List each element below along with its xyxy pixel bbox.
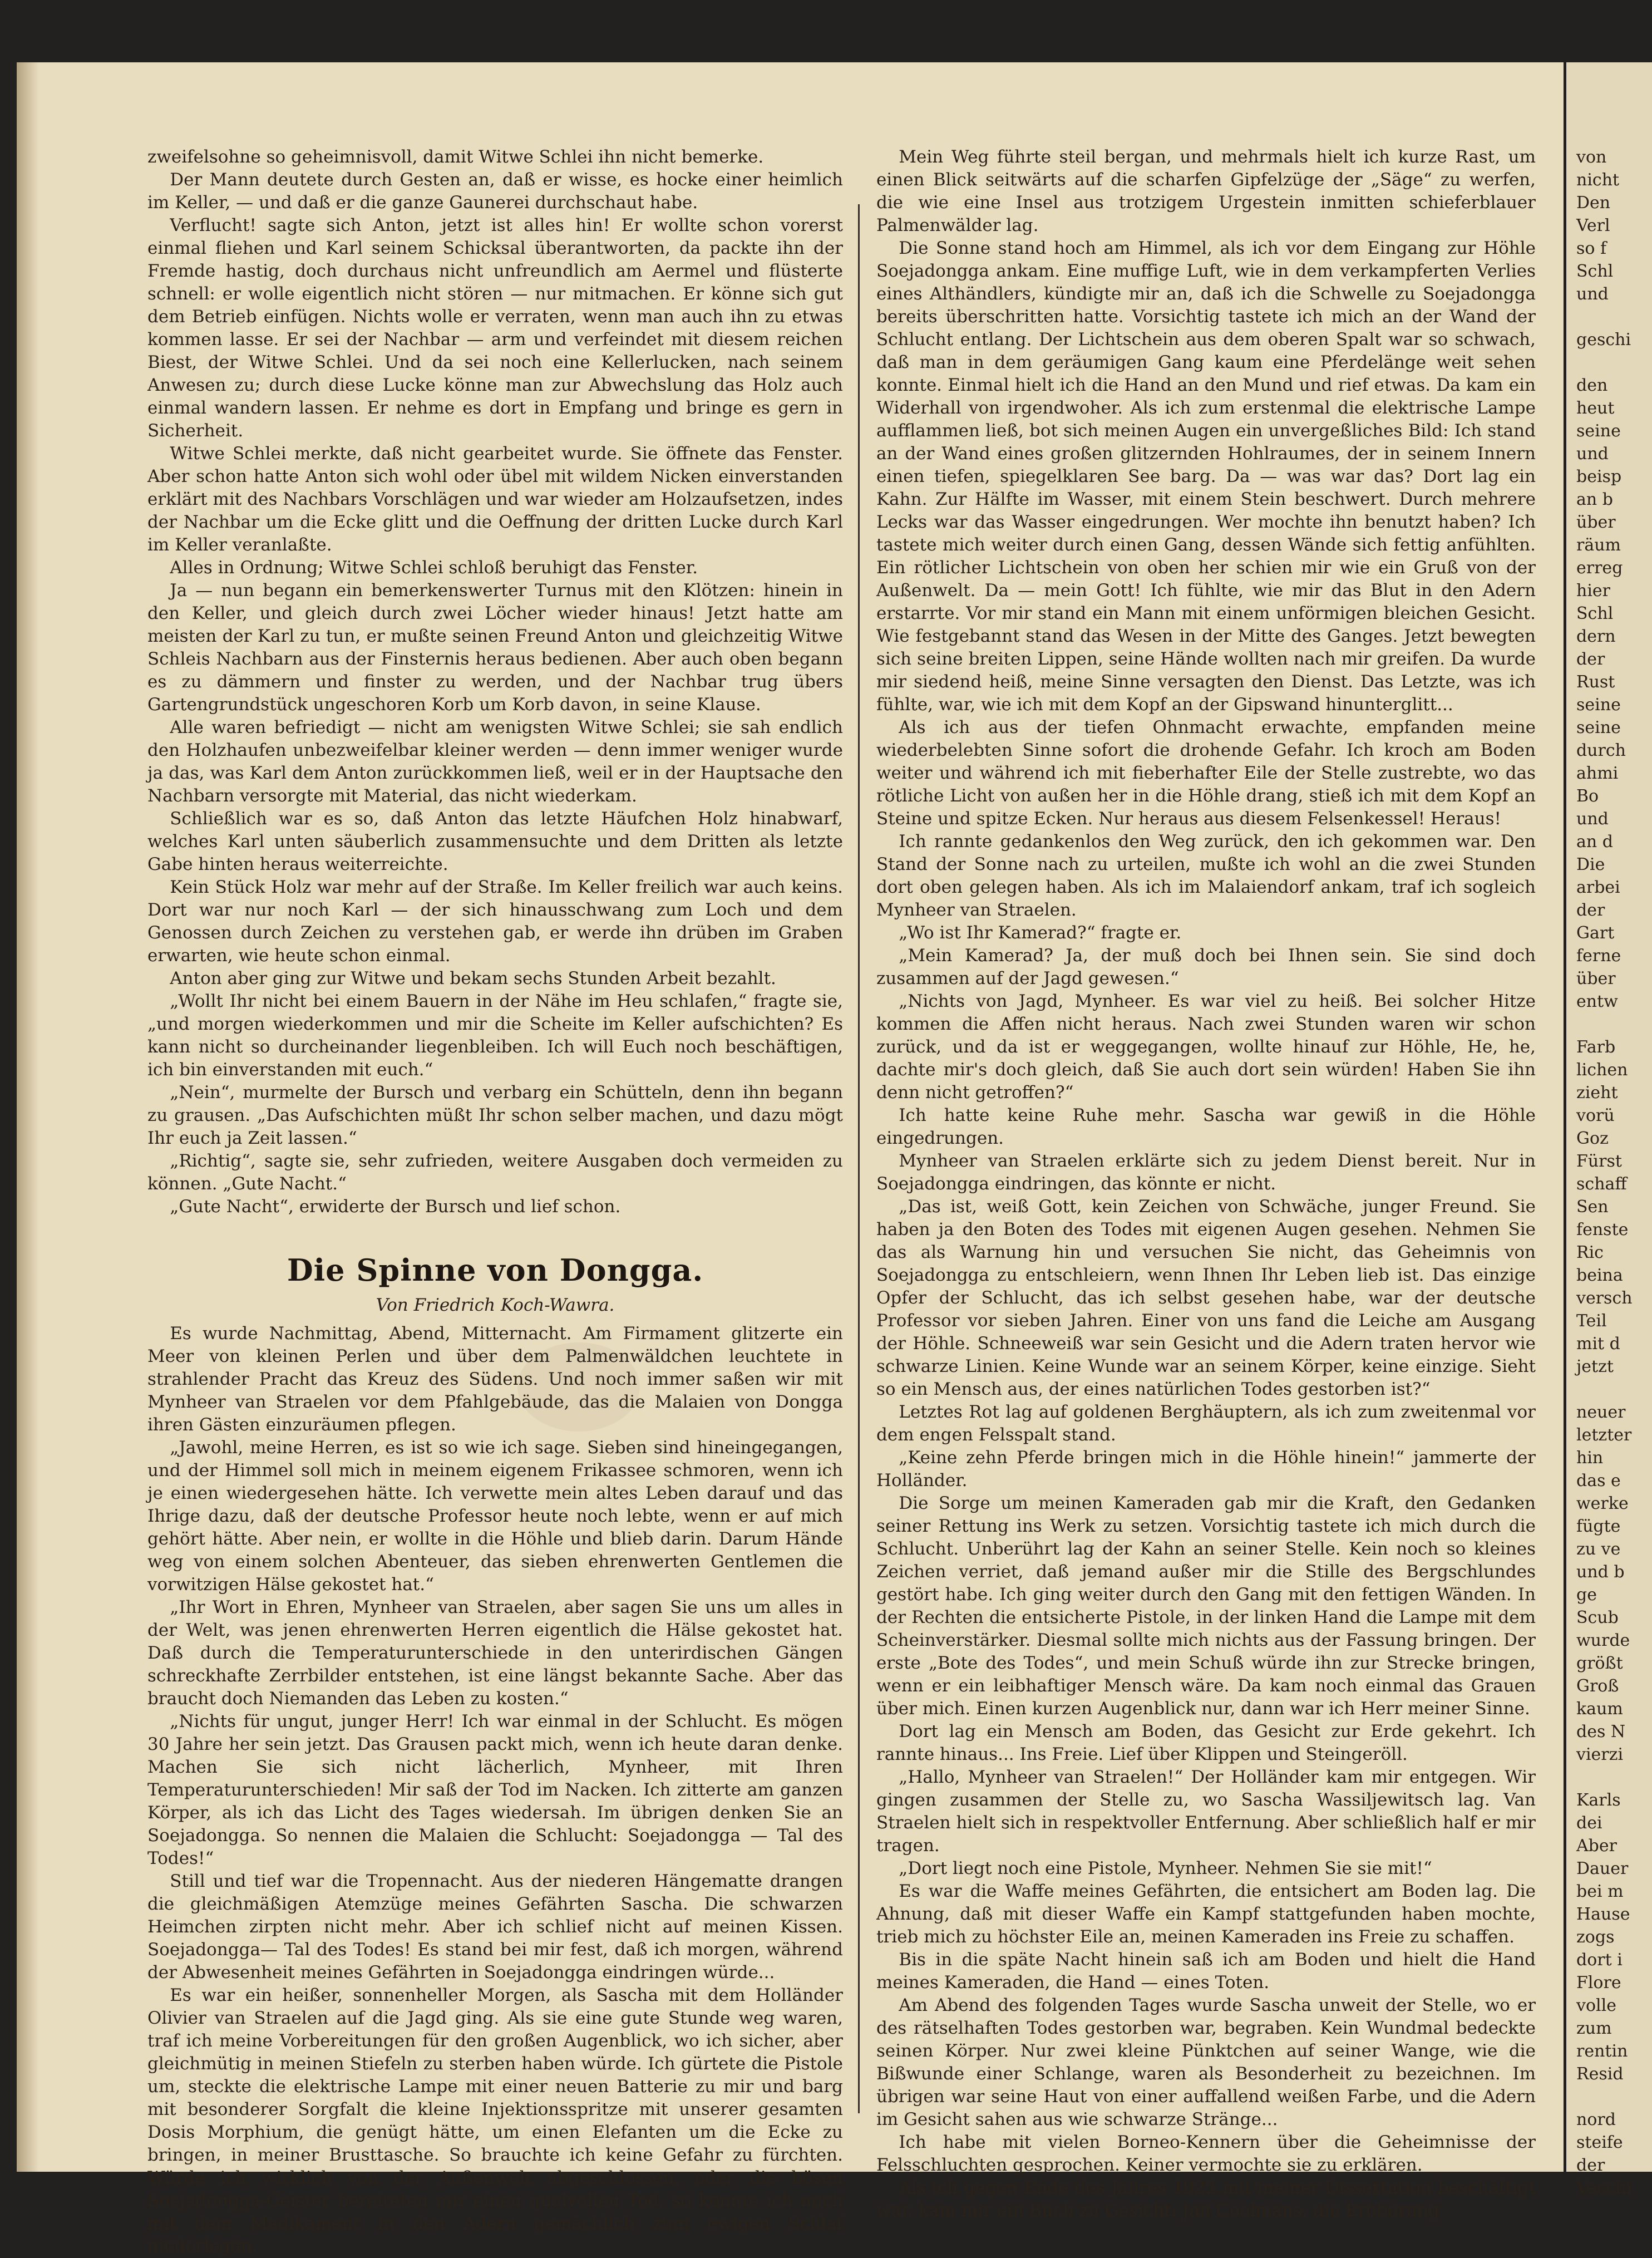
adjacent-line-fragment: Den bbox=[1576, 193, 1611, 213]
adjacent-line-fragment: lichen bbox=[1576, 1060, 1628, 1080]
adjacent-line-fragment: zum bbox=[1576, 2019, 1612, 2038]
paragraph: Bis in die späte Nacht hinein saß ich am Boden und hielt die Hand meines Kameraden, die Hand — eines Toten. bbox=[876, 1950, 1536, 1993]
adjacent-line-fragment: ferne bbox=[1576, 946, 1621, 966]
paragraph: Mein Weg führte steil bergan, und mehrmals hielt ich kurze Rast, um einen Blick seitwärts auf die scharfen Gipfelzüge der „Säge“ zu werfen, die wie eine Insel aus trotzigem Urgestein inmitten schieferblauer Palmenwälder lag. bbox=[876, 147, 1536, 235]
adjacent-line-fragment: an b bbox=[1576, 490, 1613, 509]
left-column-continued-story bbox=[147, 146, 843, 1218]
adjacent-line-fragment: steife bbox=[1576, 2133, 1623, 2152]
adjacent-line-fragment: Bo bbox=[1576, 786, 1599, 806]
adjacent-line-fragment: seine bbox=[1576, 718, 1621, 737]
adjacent-line-fragment: Teil bbox=[1576, 1311, 1607, 1331]
adjacent-line-fragment: und b bbox=[1576, 1562, 1625, 1582]
adjacent-line-fragment: vierzi bbox=[1576, 1745, 1624, 1764]
adjacent-line-fragment: Die bbox=[1576, 855, 1605, 874]
left-column bbox=[147, 146, 843, 2258]
paragraph: „Nein“, murmelte der Bursch und verbarg ein Schütteln, denn ihn begann zu grausen. „Das Aufschichten müßt Ihr schon selber machen, und dazu mögt Ihr euch ja Zeit lassen.“ bbox=[147, 1083, 843, 1148]
left-column-new-story bbox=[147, 1322, 843, 2258]
paragraph: Alle waren befriedigt — nicht am wenigsten Witwe Schlei; sie sah endlich den Holzhaufen unbezweifelbar kleiner werden — denn immer weniger wurde ja das, was Karl dem Anton zurückkommen ließ, weil er in der Hauptsache den Nachbarn versorgte mit Material, das nicht wiederkam. bbox=[147, 717, 843, 806]
fragment-gap bbox=[1576, 1378, 1649, 1401]
adjacent-line-fragment: beina bbox=[1576, 1266, 1623, 1285]
fragment-gap bbox=[1576, 306, 1649, 328]
newspaper-page bbox=[17, 62, 1564, 2256]
adjacent-line-fragment: Sen bbox=[1576, 1197, 1609, 1217]
paragraph: Alles in Ordnung; Witwe Schlei schloß beruhigt das Fenster. bbox=[170, 558, 698, 578]
adjacent-line-fragment: Flore bbox=[1576, 1973, 1621, 1993]
adjacent-line-fragment: das e bbox=[1576, 1471, 1621, 1490]
adjacent-line-fragment: hin bbox=[1576, 1448, 1604, 1468]
paragraph: „Keine zehn Pferde bringen mich in die Höhle hinein!“ jammerte der Holländer. bbox=[876, 1448, 1536, 1490]
adjacent-line-fragment: Karls bbox=[1576, 1790, 1621, 1810]
adjacent-line-fragment: entw bbox=[1576, 992, 1618, 1011]
paragraph: Es wurde Nachmittag, Abend, Mitternacht. Am Firmament glitzerte ein Meer von kleinen Perlen und über dem Palmenwäldchen leuchtete in strahlender Pracht das Kreuz des Südens. Und noch immer saßen wir mit Mynheer van Straelen vor dem Pfahlgebäude, das die Malaien von Dongga ihren Gästen einzuräumen pflegen. bbox=[147, 1324, 843, 1435]
adjacent-line-fragment: so f bbox=[1576, 239, 1607, 258]
adjacent-line-fragment: fenste bbox=[1576, 1220, 1629, 1239]
paragraph: „Gute Nacht“, erwiderte der Bursch und lief schon. bbox=[170, 1197, 621, 1217]
fragment-gap bbox=[1576, 2085, 1649, 2108]
paragraph: „Jawohl, meine Herren, es ist so wie ich sage. Sieben sind hineingegangen, und der Himmel soll mich in meinem eigenem Frikassee schmoren, wenn ich je einen wiedergesehen hätte. Ich verwette mein altes Leben darauf und das Ihrige dazu, daß der deutsche Professor heute noch lebte, wenn er auf mich gehört hätte. Aber nein, er wollte in die Höhle und blieb darin. Darum Hände weg von einem solchen Abenteuer, das sieben ehrenwerten Gentlemen die vorwitzigen Hälse gekostet hat.“ bbox=[147, 1438, 843, 1595]
paragraph: Ich habe mit vielen Borneo-Kennern über die Geheimnisse der Felsschluchten gesprochen. Keiner vermochte sie zu erklären. bbox=[876, 2132, 1536, 2175]
adjacent-line-fragment: Groß bbox=[1576, 1676, 1619, 1696]
adjacent-line-fragment: über bbox=[1576, 969, 1616, 988]
adjacent-line-fragment: zieht bbox=[1576, 1083, 1618, 1103]
adjacent-line-fragment: zu ve bbox=[1576, 1539, 1621, 1559]
paragraph: „Nichts für ungut, junger Herr! Ich war einmal in der Schlucht. Es mögen 30 Jahre her sein jetzt. Das Grausen packt mich, wenn ich heute daran denke. Machen Sie sich nicht lächerlich, Mynheer, mit Ihren Temperaturunterschieden! Mir saß der Tod im Nacken. Ich zitterte am ganzen Körper, als ich das Licht des Tages wiedersah. Im übrigen denken Sie an Soejadongga. So nennen die Malaien die Schlucht: Soejadongga — Tal des Todes!“ bbox=[147, 1711, 843, 1868]
paragraph: „Das ist, weiß Gott, kein Zeichen von Schwäche, junger Freund. Sie haben ja den Boten des Todes mit eigenen Augen gesehen. Nehmen Sie das als Warnung hin und versuchen Sie nicht, das Geheimnis von Soejadongga zu entschleiern, wenn Ihnen Ihr Leben lieb ist. Das einzige Opfer der Schlucht, das ich selbst gesehen habe, war der deutsche Professor vor sieben Jahren. Einer von uns fand die Leiche am Ausgang der Höhle. Schneeweiß war sein Gesicht und die Adern traten hervor wie schwarze Linien. Keine Wunde war an seinem Körper, keine einzige. Sieht so ein Mensch aus, der eines natürlichen Todes gestorben ist?“ bbox=[876, 1197, 1536, 1399]
adjacent-line-fragment: durch bbox=[1576, 741, 1626, 760]
paragraph: Die Sonne stand hoch am Himmel, als ich vor dem Eingang zur Höhle Soejadongga ankam. Eine muffige Luft, wie in dem verkampferten Verlies eines Althändlers, kündigte mir an, daß ich die Schwelle zu Soejadongga bereits überschritten hatte. Vorsichtig tastete ich mich an der Wand der Schlucht entlang. Der Lichtschein aus dem oberen Spalt war so schwach, daß man in dem geräumigen Gang kaum eine Pferdelänge weit sehen konnte. Einmal hielt ich die Hand an den Mund und rief etwas. Da kam ein Widerhall von irgendwoher. Als ich zum erstenmal die elektrische Lampe aufflammen ließ, bot sich meinen Augen ein unvergeßliches Bild: Ich stand an der Wand eines großen glitzernden Hohlraumes, der in seinem Innern einen tiefen, spiegelklaren See barg. Da — was war das? Dort lag ein Kahn. Zur Hälfte im Wasser, mit einem Stein beschwert. Durch mehrere Lecks war das Wasser eingedrungen. Wer mochte ihn benutzt haben? Ich tastete mich weiter durch einen Gang, dessen Wände sich fettig anfühlten. Ein rötlicher Lichtschein von oben her schien mir wie ein Gruß von der Außenwelt. Da — mein Gott! Ich fühlte, wie mir das Blut in den Adern erstarrte. Vor mir stand ein Mann mit einem unförmigen bleichen Gesicht. Wie festgebannt stand das Wesen in der Mitte des Ganges. Jetzt bewegten sich seine breiten Lippen, seine Hände wollten nach mir greifen. Da wurde mir siedend heiß, meine Sinne versagten den Dienst. Das Letzte, was ich fühlte, war, wie ich mit dem Kopf an der Gipswand hinunterglitt... bbox=[876, 238, 1536, 715]
paragraph: Ich rannte gedankenlos den Weg zurück, den ich gekommen war. Den Stand der Sonne nach zu urteilen, mußte ich wohl an die zwei Stunden dort oben gelegen haben. Als ich im Malaiendorf ankam, traf ich sogleich Mynheer van Straelen. bbox=[876, 832, 1536, 920]
adjacent-line-fragment: geschi bbox=[1576, 330, 1631, 350]
adjacent-line-fragment: versch bbox=[1576, 1288, 1633, 1308]
adjacent-line-fragment: ahmi bbox=[1576, 764, 1619, 783]
fragment-gap bbox=[1576, 1013, 1649, 1036]
adjacent-line-fragment: hier bbox=[1576, 581, 1611, 601]
adjacent-line-fragment: an d bbox=[1576, 832, 1613, 852]
adjacent-line-fragment: schaff bbox=[1576, 1174, 1627, 1194]
adjacent-line-fragment: rentin bbox=[1576, 2041, 1628, 2061]
adjacent-line-fragment: größt bbox=[1576, 1654, 1623, 1673]
adjacent-line-fragment: über bbox=[1576, 513, 1616, 532]
paragraph: Am Abend des folgenden Tages wurde Sascha unweit der Stelle, wo er des rätselhaften Todes gestorben war, begraben. Kein Wundmal bedeckte seinen Körper. Nur zwei kleine Pünktchen auf seiner Wange, wie die Bißwunde einer Schlange, waren als Besonderheit zu bezeichnen. Im übrigen war seine Haut von einer auffallend weißen Farbe, und die Adern im Gesicht sahen aus wie schwarze Stränge... bbox=[876, 1995, 1536, 2129]
paragraph: „Richtig“, sagte sie, sehr zufrieden, weitere Ausgaben doch vermeiden zu können. „Gute Nacht.“ bbox=[147, 1151, 843, 1194]
adjacent-line-fragment: Fürst bbox=[1576, 1152, 1622, 1171]
fragment-gap bbox=[1576, 1766, 1649, 1789]
adjacent-line-fragment: Hause bbox=[1576, 1905, 1630, 1924]
adjacent-line-fragment: wurde bbox=[1576, 1631, 1630, 1650]
adjacent-line-fragment: Aber bbox=[1576, 1836, 1617, 1856]
adjacent-page-edge bbox=[1566, 62, 1652, 2198]
adjacent-line-fragment: und bbox=[1576, 809, 1609, 829]
adjacent-line-fragment: jetzt bbox=[1576, 1357, 1614, 1376]
adjacent-line-fragment: heut bbox=[1576, 399, 1615, 418]
adjacent-line-fragment: des N bbox=[1576, 1722, 1626, 1742]
adjacent-line-fragment: fügte bbox=[1576, 1517, 1621, 1536]
adjacent-line-fragment: dort i bbox=[1576, 1950, 1623, 1970]
binding-edge bbox=[17, 62, 39, 2172]
paragraph: Ich hatte keine Ruhe mehr. Sascha war gewiß in die Höhle eingedrungen. bbox=[876, 1105, 1536, 1148]
adjacent-line-fragment: Dauer bbox=[1576, 1859, 1629, 1878]
paragraph: Dort lag ein Mensch am Boden, das Gesicht zur Erde gekehrt. Ich rannte hinaus... Ins Freie. Lief über Klippen und Steingeröll. bbox=[876, 1721, 1536, 1764]
adjacent-line-fragment: seine bbox=[1576, 421, 1621, 441]
adjacent-line-fragment: den bbox=[1576, 376, 1608, 395]
fragment-gap bbox=[1576, 351, 1649, 374]
adjacent-line-fragment: Vecchi bbox=[1576, 2178, 1632, 2198]
adjacent-line-fragment: neuer bbox=[1576, 1403, 1626, 1422]
paragraph: „Nichts von Jagd, Mynheer. Es war viel zu heiß. Bei solcher Hitze kommen die Affen nicht heraus. Nach zwei Stunden waren wir schon zurück, und da ist er weggegangen, wollte hinauf zur Höhle, He, he, dachte mir's doch gleich, daß Sie auch dort sein würden! Haben Sie ihn denn nicht getroffen?“ bbox=[876, 991, 1536, 1103]
paragraph: „Mein Kamerad? Ja, der muß doch bei Ihnen sein. Sie sind doch zusammen auf der Jagd gewesen.“ bbox=[876, 946, 1536, 988]
paragraph: Es war ein heißer, sonnenheller Morgen, als Sascha mit dem Holländer Olivier van Straelen auf die Jagd ging. Als sie eine gute Stunde weg waren, traf ich meine Vorbereitungen für den großen Augenblick, wo ich sicher, aber gleichmütig in meinen Stiefeln zu sterben haben würde. Ich gürtete die Pistole um, steckte die elektrische Lampe mit einer neuen Batterie zu mir und barg mit besonderer Sorgfalt die kleine Injektionsspritze mit unserer gesamten Dosis Morphium, die genügt hätte, um einen Elefanten um die Ecke zu bringen, in meiner Brusttasche. So brauchte ich keine Gefahr zu fürchten. Würde ich wirklich von der Außenwelt abgeschlossen, oder die bösen Soejadongga-Geister bereiteten mir einen qualvollen Tod, so konnte ich mich mit dem Medikament in den Adern gemächlich zum ewigen Schlaf niederlegen. bbox=[147, 1985, 843, 2256]
adjacent-line-fragment: der bbox=[1576, 901, 1605, 920]
adjacent-line-fragment: dern bbox=[1576, 627, 1616, 646]
adjacent-line-fragment: Scub bbox=[1576, 1608, 1619, 1627]
adjacent-line-fragment: volle bbox=[1576, 1996, 1616, 2015]
adjacent-line-fragment: räum bbox=[1576, 535, 1621, 555]
adjacent-line-fragment: vorü bbox=[1576, 1106, 1615, 1125]
adjacent-line-fragment: Schl bbox=[1576, 604, 1614, 623]
adjacent-line-fragment: Verl bbox=[1576, 216, 1610, 235]
adjacent-line-fragment: Goz bbox=[1576, 1129, 1609, 1148]
column-divider bbox=[858, 204, 860, 2113]
adjacent-line-fragment: nicht bbox=[1576, 170, 1620, 190]
paragraph: Witwe Schlei merkte, daß nicht gearbeitet wurde. Sie öffnete das Fenster. Aber schon hatte Anton sich wohl oder übel mit wildem Nicken einverstanden erklärt mit des Nachbars Vorschlägen und war wieder am Holzaufsetzen, indes der Nachbar um die Ecke glitt und die Oeffnung der dritten Lucke durch Karl im Keller veranlaßte. bbox=[147, 444, 843, 555]
paragraph: Es war die Waffe meines Gefährten, die entsichert am Boden lag. Die Ahnung, daß mit dieser Waffe ein Kampf stattgefunden haben mochte, trieb mich zu höchster Eile an, meinen Kameraden ins Freie zu schaffen. bbox=[876, 1881, 1536, 1947]
adjacent-line-fragment: Gart bbox=[1576, 923, 1615, 943]
story-byline: Von Friedrich Koch-Wawra. bbox=[376, 1295, 615, 1315]
paragraph: Als ich gegen Ende des Jahres 1922 mit meiner Dissertation beschäftigt war, kam mir ein Buch zu Gesicht: Jan Coolmans, die Eroberung bbox=[876, 2178, 1536, 2221]
paragraph: „Wollt Ihr nicht bei einem Bauern in der Nähe im Heu schlafen,“ fragte sie, „und morgen wiederkommen und mir die Scheite im Keller aufschichten? Es kann nicht so durcheinander liegenbleiben. Ich will Euch noch beschäftigen, ich bin einverstanden mit euch.“ bbox=[147, 991, 843, 1080]
paragraph: Kein Stück Holz war mehr auf der Straße. Im Keller freilich war auch keins. Dort war nur noch Karl — der sich hinausschwang zum Loch und dem Genossen durch Zeichen zu verstehen gab, er werde ihn drüben im Graben erwarten, wie heute schon einmal. bbox=[147, 877, 843, 966]
right-column bbox=[876, 146, 1536, 2222]
adjacent-line-fragment: der bbox=[1576, 650, 1605, 669]
adjacent-line-fragment: mit d bbox=[1576, 1334, 1620, 1354]
adjacent-line-fragment: zogs bbox=[1576, 1927, 1615, 1947]
adjacent-line-fragment: seine bbox=[1576, 695, 1621, 715]
paragraph: zweifelsohne so geheimnisvoll, damit Witwe Schlei ihn nicht bemerke. bbox=[147, 147, 764, 167]
adjacent-line-fragment: arbei bbox=[1576, 878, 1620, 897]
paragraph: „Hallo, Mynheer van Straelen!“ Der Holländer kam mir entgegen. Wir gingen zusammen der Stelle zu, wo Sascha Wassiljewitsch lag. Van Straelen hielt sich in respektvoller Entfernung. Aber schließlich half er mir tragen. bbox=[876, 1767, 1536, 1856]
adjacent-line-fragment: bei m bbox=[1576, 1882, 1624, 1901]
paragraph: Letztes Rot lag auf goldenen Berghäuptern, als ich zum zweitenmal vor dem engen Felsspalt stand. bbox=[876, 1402, 1536, 1445]
adjacent-line-fragment: Ric bbox=[1576, 1243, 1604, 1262]
paragraph: „Dort liegt noch eine Pistole, Mynheer. Nehmen Sie sie mit!“ bbox=[899, 1858, 1432, 1878]
adjacent-line-fragment: Rust bbox=[1576, 672, 1615, 692]
paragraph: Verflucht! sagte sich Anton, jetzt ist alles hin! Er wollte schon vorerst einmal fliehen und Karl seinem Schicksal überantworten, da packte ihn der Fremde hastig, doch durchaus nicht unfreundlich am Aermel und flüsterte schnell: er wolle eigentlich nicht stören — nur mitmachen. Er könne sich gut dem Betrieb einfügen. Nichts wolle er verraten, wenn man auch ihn zu etwas kommen lasse. Er sei der Nachbar — arm und verfeindet mit diesem reichen Biest, der Witwe Schlei. Und da sei noch eine Kellerlucken, nach seinem Anwesen zu; durch diese Lucke könne man zur Abwechslung das Holz auch einmal wandern lassen. Er nehme es dort in Empfang und bringe es gern in Sicherheit. bbox=[147, 215, 843, 441]
adjacent-line-fragment: von bbox=[1576, 147, 1607, 167]
adjacent-line-fragment: und bbox=[1576, 444, 1609, 464]
story-title: Die Spinne von Dongga. bbox=[287, 1252, 704, 1288]
adjacent-line-fragment: letzter bbox=[1576, 1425, 1632, 1445]
adjacent-line-fragment: erreg bbox=[1576, 558, 1623, 578]
paragraph: Still und tief war die Tropennacht. Aus der niederen Hängematte drangen die gleichmäßigen Atemzüge meines Gefährten Sascha. Die schwarzen Heimchen zirpten nicht mehr. Aber ich schlief nicht auf meinen Kissen. Soejadongga— Tal des Todes! Es stand bei mir fest, daß ich morgen, während der Abwesenheit meines Gefährten in Soejadongga eindringen würde... bbox=[147, 1871, 843, 1982]
adjacent-page-text-fragments bbox=[1576, 146, 1649, 2200]
adjacent-line-fragment: werke bbox=[1576, 1494, 1629, 1513]
paragraph: Der Mann deutete durch Gesten an, daß er wisse, es hocke einer heimlich im Keller, — und daß er die ganze Gaunerei durchschaut habe. bbox=[147, 170, 843, 213]
adjacent-line-fragment: Schl bbox=[1576, 262, 1614, 281]
paragraph: „Wo ist Ihr Kamerad?“ fragte er. bbox=[899, 923, 1182, 943]
adjacent-line-fragment: kaum bbox=[1576, 1699, 1623, 1719]
paragraph: Die Sorge um meinen Kameraden gab mir die Kraft, den Gedanken seiner Rettung ins Werk zu setzen. Vorsichtig tastete ich mich durch die Schlucht. Unberührt lag der Kahn an seiner Stelle. Kein noch so kleines Zeichen verriet, daß jemand außer mir die Stille des Bergschlundes gestört habe. Ich ging weiter durch den Gang mit den fettigen Wänden. In der Rechten die entsicherte Pistole, in der linken Hand die Lampe mit dem Scheinverstärker. Diesmal sollte mich nichts aus der Fassung bringen. Der erste „Bote des Todes“, und mein Schuß würde ihn zur Strecke bringen, wenn er ein leibhaftiger Mensch wäre. Da kam noch einmal das Grauen über mich. Einen kurzen Augenblick nur, dann war ich Herr meiner Sinne. bbox=[876, 1493, 1536, 1719]
adjacent-line-fragment: dei bbox=[1576, 1813, 1602, 1833]
paragraph: „Ihr Wort in Ehren, Mynheer van Straelen, aber sagen Sie uns um alles in der Welt, was jenen ehrenwerten Herren eigentlich die Hälse gekostet hat. Daß durch die Temperaturunterschiede in den unterirdischen Gängen schreckhafte Zerrbilder entstehen, ist eine längst bekannte Sache. Aber das braucht doch Niemanden das Leben zu kosten.“ bbox=[147, 1597, 843, 1709]
adjacent-line-fragment: beisp bbox=[1576, 467, 1622, 486]
adjacent-line-fragment: Farb bbox=[1576, 1037, 1616, 1057]
adjacent-line-fragment: und bbox=[1576, 284, 1609, 304]
paragraph: Mynheer van Straelen erklärte sich zu jedem Dienst bereit. Nur in Soejadongga eindringen, das könnte er nicht. bbox=[876, 1151, 1536, 1194]
paragraph: Ja — nun begann ein bemerkenswerter Turnus mit den Klötzen: hinein in den Keller, und gleich durch zwei Löcher wieder hinaus! Jetzt hatte am meisten der Karl zu tun, er mußte seinen Freund Anton und gleichzeitig Witwe Schleis Nachbarn aus der Finsternis heraus bedienen. Aber auch oben begann es zu dämmern und finster zu werden, und der Nachbar trug übers Gartengrundstück ungeschoren Korb um Korb davon, in seine Klause. bbox=[147, 581, 843, 715]
adjacent-line-fragment: der bbox=[1576, 2156, 1605, 2175]
paragraph: Schließlich war es so, daß Anton das letzte Häufchen Holz hinabwarf, welches Karl unten säuberlich zusammensuchte und dem Dritten als letzte Gabe hinten heraus weiterreichte. bbox=[147, 809, 843, 874]
paragraph: Als ich aus der tiefen Ohnmacht erwachte, empfanden meine wiederbelebten Sinne sofort die drohende Gefahr. Ich kroch am Boden weiter und während ich mit fieberhafter Eile der Stelle zustrebte, wo das rötliche Licht von außen her in die Höhle drang, stieß ich mit dem Kopf an Steine und spitze Ecken. Nur heraus aus diesem Felsenkessel! Heraus! bbox=[876, 717, 1536, 829]
adjacent-line-fragment: Resid bbox=[1576, 2064, 1624, 2084]
paragraph: Anton aber ging zur Witwe und bekam sechs Stunden Arbeit bezahlt. bbox=[170, 968, 776, 988]
adjacent-line-fragment: ge bbox=[1576, 1585, 1597, 1605]
adjacent-line-fragment: nord bbox=[1576, 2110, 1616, 2129]
